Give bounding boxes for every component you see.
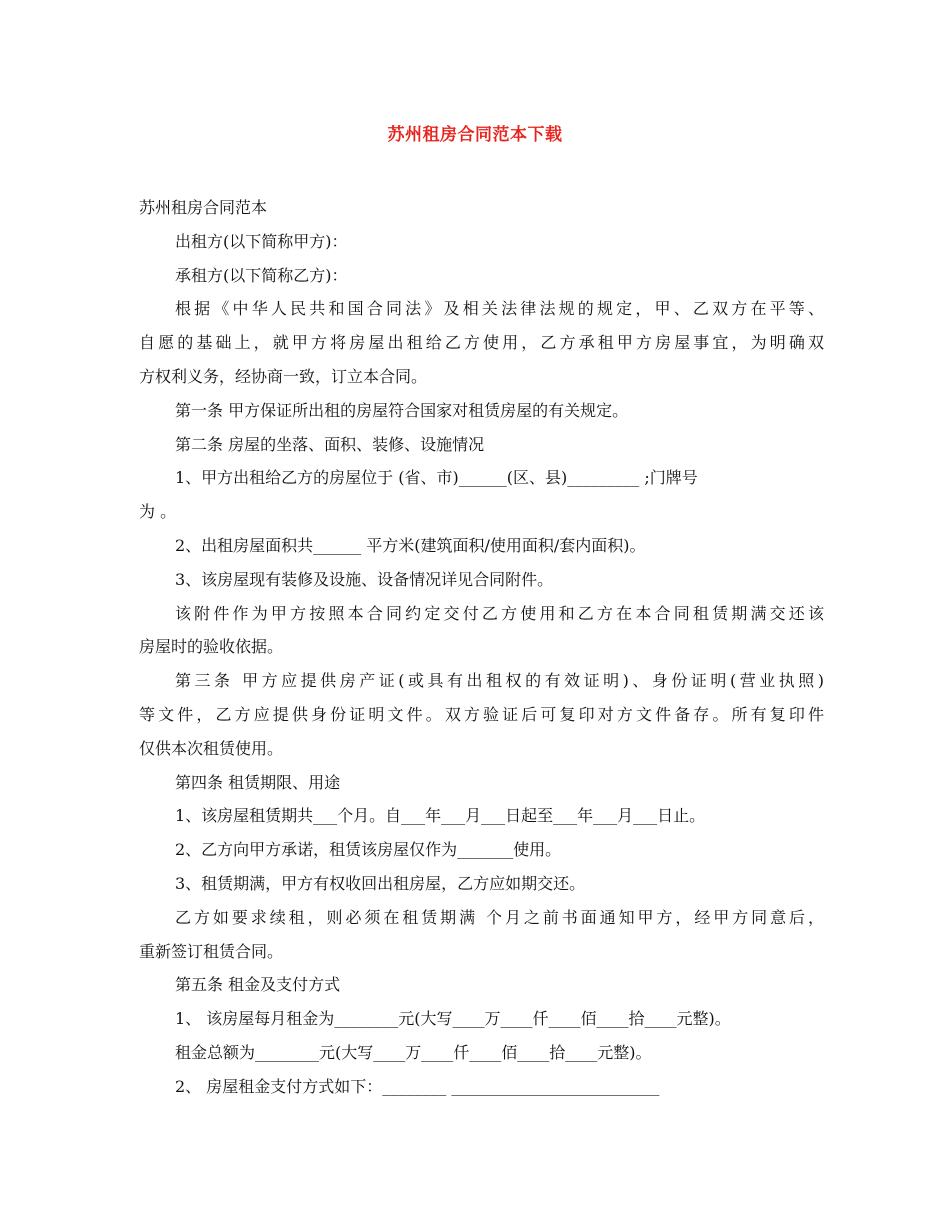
document-title: 苏州租房合同范本下载 (387, 125, 563, 145)
article-1: 第一条 甲方保证所出租的房屋符合国家对租赁房屋的有关规定。 (175, 400, 629, 420)
article-2-item-2: 2、出租房屋面积共______ 平方米(建筑面积/使用面积/套内面积)。 (175, 535, 646, 555)
appendix-line-1: 该附件作为甲方按照本合同约定交付乙方使用和乙方在本合同租赁期满交还该 (175, 603, 824, 623)
preamble-line-2: 自愿的基础上，就甲方将房屋出租给乙方使用，乙方承租甲方房屋事宜，为明确双 (139, 333, 824, 353)
lessor-line: 出租方(以下简称甲方)： (175, 231, 348, 251)
lessee-line: 承租方(以下简称乙方)： (175, 265, 348, 285)
document-body (139, 191, 824, 1104)
article-3-line-2: 等文件，乙方应提供身份证明文件。双方验证后可复印对方文件备存。所有复印件 (139, 704, 824, 724)
article-2-item-3: 3、该房屋现有装修及设施、设备情况详见合同附件。 (175, 569, 554, 589)
contract-heading: 苏州租房合同范本 (139, 198, 268, 217)
article-2-item-1-cont: 为 。 (139, 502, 177, 522)
renewal-line-2: 重新签订租赁合同。 (139, 941, 284, 961)
article-5-heading: 第五条 租金及支付方式 (175, 975, 341, 995)
renewal-line-1: 乙方如要求续租，则必须在租赁期满 个月之前书面通知甲方，经甲方同意后， (175, 907, 824, 927)
article-4-heading: 第四条 租赁期限、用途 (175, 772, 341, 792)
article-5-item-2: 2、 房屋租金支付方式如下：________ __________________________ (175, 1076, 660, 1096)
article-5-item-1: 1、 该房屋每月租金为________元(大写____万____仟____佰____拾____元整)。 (175, 1009, 731, 1029)
preamble-line-1: 根据《中华人民共和国合同法》及相关法律法规的规定，甲、乙双方在平等、 (175, 299, 824, 319)
article-3-line-3: 仅供本次租赁使用。 (139, 738, 284, 758)
article-2-item-1: 1、甲方出租给乙方的房屋位于 (省、市)______(区、县)_________ ;门牌号 (175, 468, 698, 488)
preamble-line-3: 方权利义务，经协商一致，订立本合同。 (139, 366, 428, 386)
article-4-item-1: 1、该房屋租赁期共___个月。自___年___月___日起至___年___月___日止。 (175, 806, 706, 826)
article-4-item-2: 2、乙方向甲方承诺，租赁该房屋仅作为_______使用。 (175, 840, 562, 860)
article-2-heading: 第二条 房屋的坐落、面积、装修、设施情况 (175, 434, 485, 454)
article-4-item-3: 3、租赁期满，甲方有权收回出租房屋，乙方应如期交还。 (175, 873, 586, 893)
article-5-total: 租金总额为________元(大写____万____仟____佰____拾____元整)。 (175, 1042, 652, 1062)
appendix-line-2: 房屋时的验收依据。 (139, 637, 284, 657)
article-3-line-1: 第三条 甲方应提供房产证(或具有出租权的有效证明)、身份证明(营业执照) (175, 671, 824, 691)
